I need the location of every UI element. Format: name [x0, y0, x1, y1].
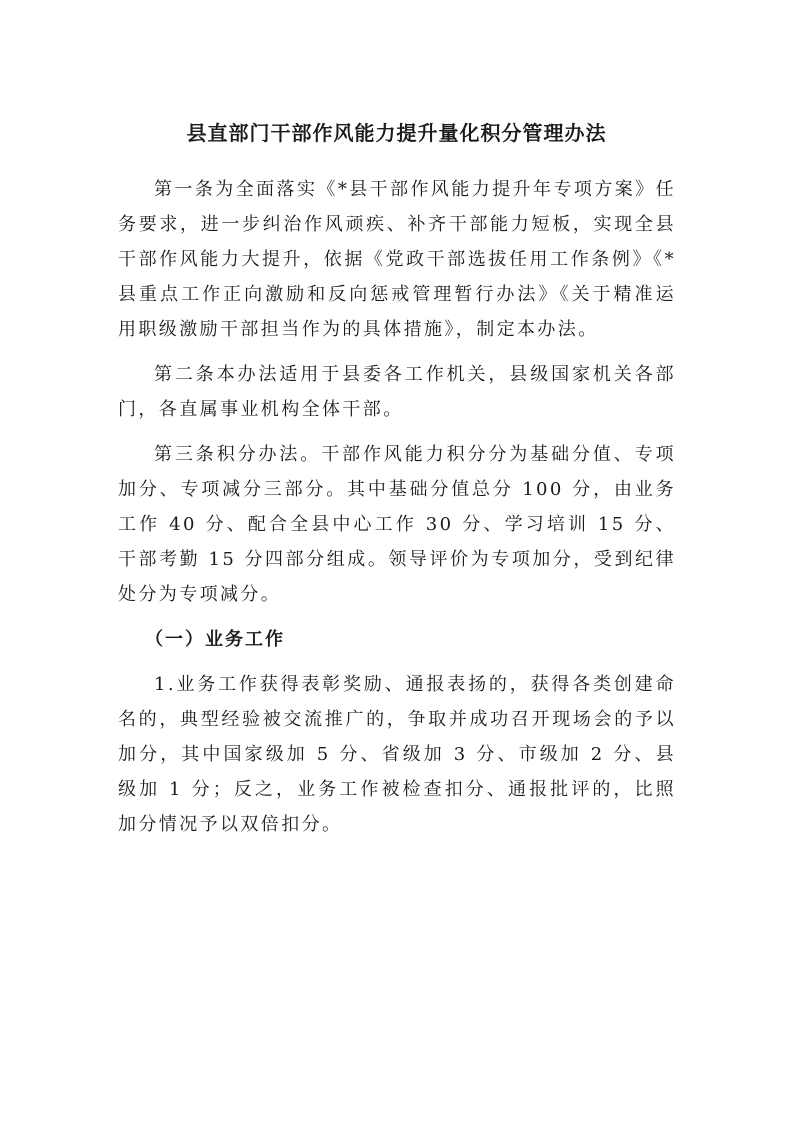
document-title: 县直部门干部作风能力提升量化积分管理办法	[186, 121, 607, 145]
paragraph-article-1: 第一条为全面落实《*县干部作风能力提升年专项方案》任务要求，进一步纠治作风顽疾、补齐干部能力短板，实现全县干部作风能力大提升，依据《党政干部选拔任用工作条例》《*县重点工作正向激励和反向惩戒管理暂行办法》《关于精准运用职级激励干部担当作为的具体措施》，制定本办法。	[118, 179, 676, 340]
paragraph-item-1: 1.业务工作获得表彰奖励、通报表扬的，获得各类创建命名的，典型经验被交流推广的，争取并成功召开现场会的予以加分，其中国家级加 5 分、省级加 3 分、市级加 2 分、县级加 1 分；反之，业务工作被检查扣分、通报批评的，比照加分情况予以双倍扣分。	[118, 674, 676, 835]
paragraph-article-2: 第二条本办法适用于县委各工作机关，县级国家机关各部门，各直属事业机构全体干部。	[118, 364, 676, 420]
document-body	[118, 172, 676, 852]
paragraph-article-3: 第三条积分办法。干部作风能力积分分为基础分值、专项加分、专项减分三部分。其中基础分值总分 100 分，由业务工作 40 分、配合全县中心工作 30 分、学习培训 15 分、干部考勤 15 分四部分组成。领导评价为专项加分，受到纪律处分为专项减分。	[118, 444, 676, 605]
section-heading: （一）业务工作	[145, 629, 285, 650]
